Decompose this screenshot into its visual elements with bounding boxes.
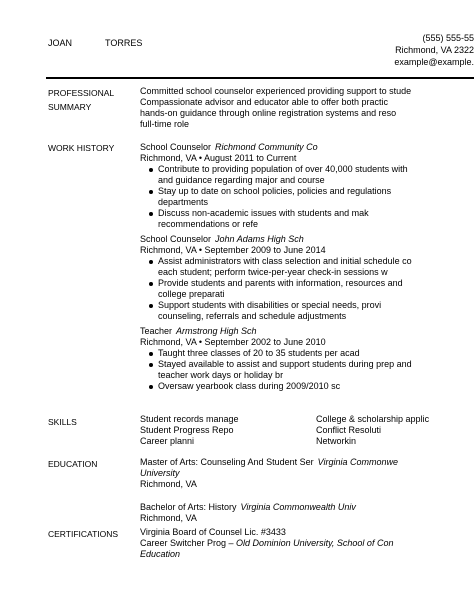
last-name: TORRES <box>105 38 143 48</box>
skill-item: Student records manage <box>140 414 239 424</box>
job-meta: Richmond, VA • September 2009 to June 2014 <box>140 245 326 255</box>
degree: Master of Arts: Counseling And Student Ser <box>140 457 314 467</box>
summary-line: Committed school counselor experienced providing support to stude <box>140 86 412 96</box>
job-entry <box>140 142 474 230</box>
bullet-dot <box>149 260 153 264</box>
summary-line: full-time role <box>140 119 190 129</box>
certification-issuer: – Old Dominion University, School of Con <box>226 538 394 548</box>
job-bullets <box>140 348 474 392</box>
education-entry <box>140 457 474 490</box>
certifications-label: CERTIFICATIONS <box>48 529 119 539</box>
bullet-line: Stay up to date on school policies, policies and regulations <box>158 186 392 196</box>
job-title-row <box>140 234 474 245</box>
certification-item: Virginia Board of Counsel Lic. #3433 <box>140 527 286 537</box>
bullet-line: Assist administrators with class selection and initial schedule co <box>158 256 412 266</box>
summary-label-line2: SUMMARY <box>48 102 92 112</box>
education-location: Richmond, VA <box>140 513 197 523</box>
school: Virginia Commonwealth Univ <box>240 502 356 512</box>
certification-issuer-continued: Education <box>140 549 181 559</box>
job-entry <box>140 234 474 322</box>
bullet-dot <box>149 190 153 194</box>
job-title-row <box>140 142 474 153</box>
school: Virginia Commonwe <box>317 457 398 467</box>
bullet-dot <box>149 168 153 172</box>
bullet-item <box>140 278 474 300</box>
school-continued: University <box>140 468 180 478</box>
bullet-line: Taught three classes of 20 to 35 students per acad <box>158 348 360 358</box>
job-meta: Richmond, VA • September 2002 to June 2010 <box>140 337 326 347</box>
job-entry <box>140 326 474 392</box>
skill-item: Student Progress Repo <box>140 425 234 435</box>
skill-item: Conflict Resoluti <box>316 425 382 435</box>
employer: John Adams High Sch <box>215 234 304 244</box>
skills-list <box>140 414 474 447</box>
certification-name: Career Switcher Prog <box>140 538 227 548</box>
work-history-label: WORK HISTORY <box>48 143 115 153</box>
bullet-line: Support students with disabilities or special needs, provi <box>158 300 382 310</box>
bullet-line: departments <box>158 197 209 207</box>
first-name: JOAN <box>48 38 73 48</box>
summary-label-line1: PROFESSIONAL <box>48 88 115 98</box>
education-list <box>140 457 474 536</box>
job-title: School Counselor <box>140 234 212 244</box>
skills-label: SKILLS <box>48 417 77 427</box>
phone-number: (555) 555-55 <box>422 33 474 43</box>
degree-row <box>140 457 474 468</box>
bullet-line: counseling, referrals and schedule adjustments <box>158 311 347 321</box>
header-divider <box>46 77 474 79</box>
bullet-item <box>140 348 474 359</box>
bullet-item <box>140 300 474 322</box>
employer: Richmond Community Co <box>215 142 318 152</box>
bullet-item <box>140 359 474 381</box>
summary-text <box>140 86 474 130</box>
bullet-dot <box>149 282 153 286</box>
bullet-item <box>140 186 474 208</box>
bullet-dot <box>149 385 153 389</box>
bullet-line: each student; perform twice-per-year check-in sessions w <box>158 267 388 277</box>
bullet-line: Stayed available to assist and support students during prep and <box>158 359 412 369</box>
summary-line: Compassionate advisor and educator able to offer both practic <box>140 97 388 107</box>
bullet-dot <box>149 212 153 216</box>
job-title-row <box>140 326 474 337</box>
location: Richmond, VA 2322 <box>395 45 474 55</box>
skill-item: Career planni <box>140 436 195 446</box>
contact-block <box>334 33 474 69</box>
bullet-dot <box>149 304 153 308</box>
work-history <box>140 142 474 396</box>
bullet-line: Oversaw yearbook class during 2009/2010 sc <box>158 381 341 391</box>
bullet-dot <box>149 363 153 367</box>
summary-line: hands-on guidance through online registration systems and reso <box>140 108 397 118</box>
email: example@example. <box>394 57 474 67</box>
job-title: Teacher <box>140 326 173 336</box>
education-location: Richmond, VA <box>140 479 197 489</box>
bullet-item <box>140 256 474 278</box>
bullet-line: Contribute to providing population of over 40,000 students with <box>158 164 408 174</box>
bullet-line: teacher work days or holiday br <box>158 370 284 380</box>
job-bullets <box>140 164 474 230</box>
job-bullets <box>140 256 474 322</box>
bullet-line: Provide students and parents with information, resources and <box>158 278 403 288</box>
bullet-line: Discuss non-academic issues with students and mak <box>158 208 369 218</box>
skills-grid <box>140 414 474 447</box>
summary-label <box>48 86 128 114</box>
bullet-line: recommendations or refe <box>158 219 259 229</box>
certification-item <box>140 538 474 549</box>
education-entry <box>140 502 474 524</box>
bullet-item <box>140 208 474 230</box>
degree-row <box>140 502 474 513</box>
employer: Armstrong High Sch <box>176 326 257 336</box>
skill-item: Networkin <box>316 436 357 446</box>
job-meta: Richmond, VA • August 2011 to Current <box>140 153 297 163</box>
certifications-list <box>140 527 474 560</box>
degree: Bachelor of Arts: History <box>140 502 237 512</box>
bullet-item <box>140 164 474 186</box>
bullet-dot <box>149 352 153 356</box>
education-label: EDUCATION <box>48 459 98 469</box>
bullet-item <box>140 381 474 392</box>
bullet-line: college preparati <box>158 289 225 299</box>
job-title: School Counselor <box>140 142 212 152</box>
bullet-line: and guidance regarding major and course <box>158 175 325 185</box>
skill-item: College & scholarship applic <box>316 414 430 424</box>
